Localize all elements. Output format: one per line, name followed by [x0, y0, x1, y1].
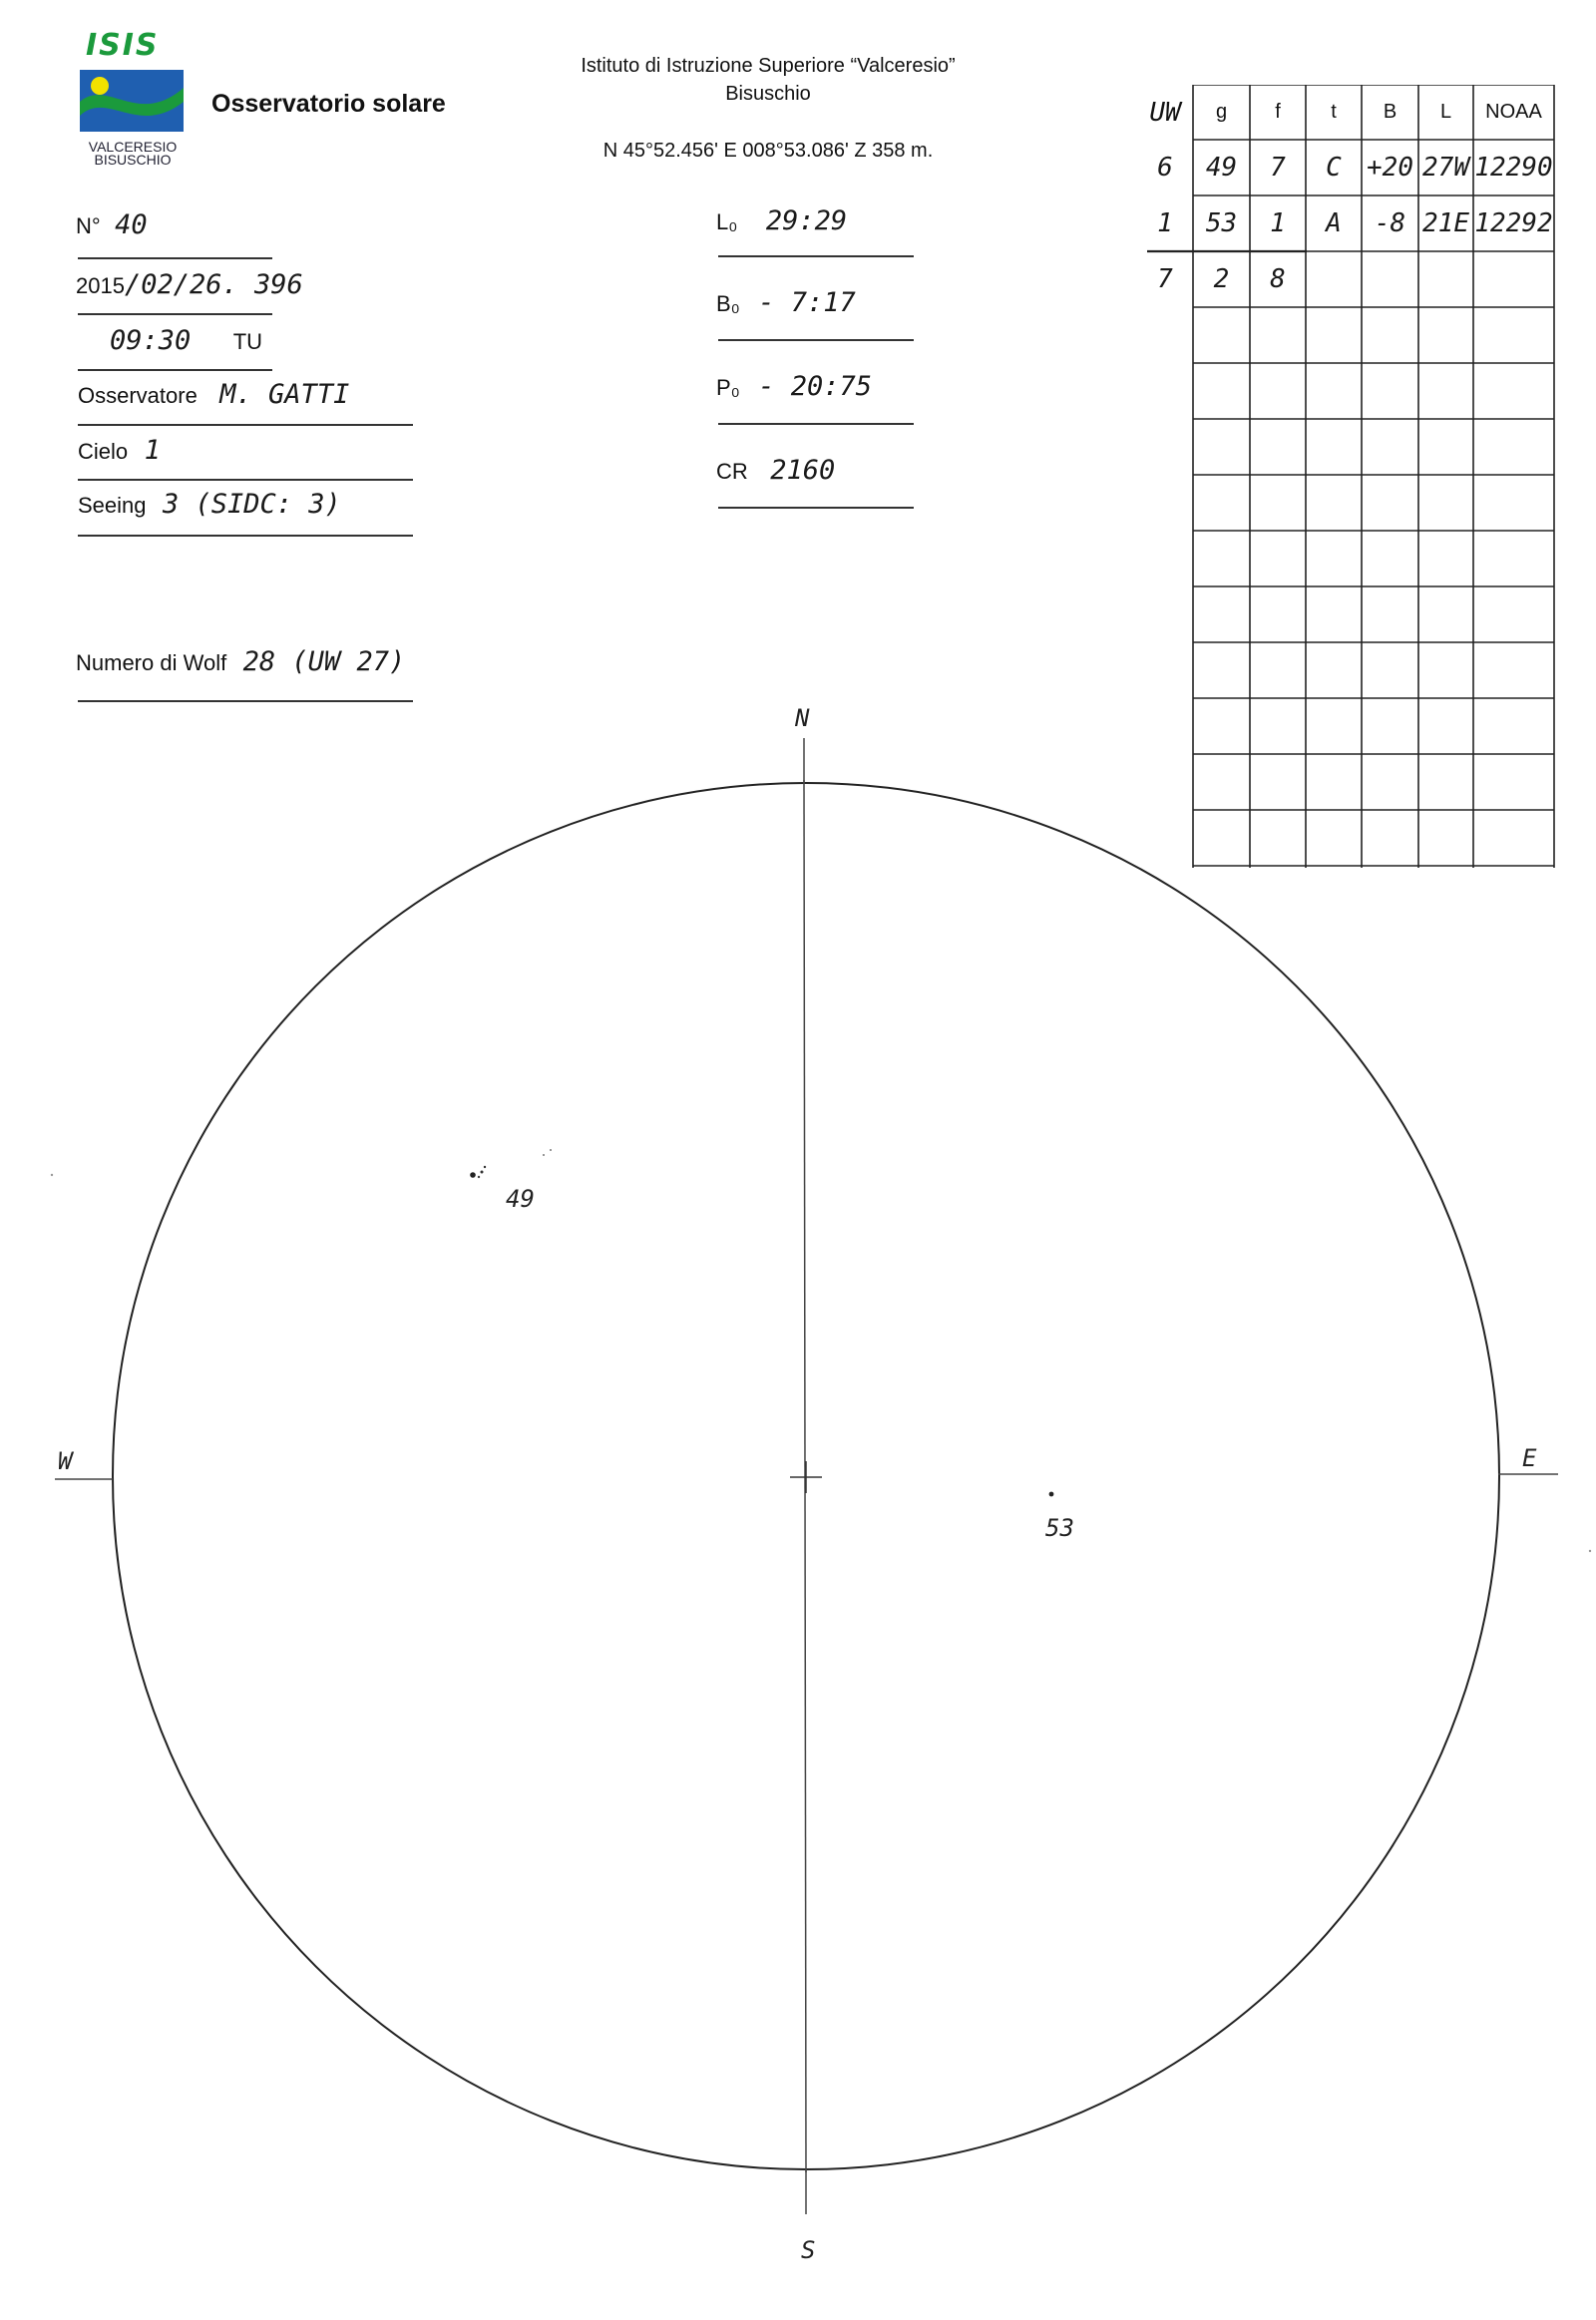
wolf-value: 28 (UW 27) [242, 646, 406, 677]
b0-label: B₀ [716, 291, 740, 316]
table-cell: +20 [1367, 153, 1413, 183]
table-cell: C [1326, 153, 1342, 183]
table-cell: 12290 [1474, 153, 1553, 183]
seeing-value: 3 (SIDC: 3) [162, 489, 341, 520]
date-field [76, 269, 335, 313]
institute-name: Istituto di Istruzione Superiore “Valceresio” [581, 55, 956, 77]
seeing-rule [78, 535, 413, 537]
table-header-b: B [1383, 101, 1397, 123]
p0-rule [718, 423, 914, 425]
table-cell: 1 [1157, 208, 1173, 238]
table-cell: 7 [1270, 153, 1286, 183]
table-cell: A [1326, 208, 1342, 238]
table-header-t: t [1331, 101, 1337, 123]
b0-field [716, 287, 936, 331]
table-cell: 27W [1422, 153, 1469, 183]
town-name: Bisuschio [725, 83, 811, 105]
scan-speck [51, 1174, 53, 1176]
north-label: N [795, 704, 810, 732]
solar-disk-drawing [0, 678, 1596, 2320]
observer-rule [78, 424, 413, 426]
group-label-49: 49 [506, 1185, 535, 1213]
time-rule [78, 369, 272, 371]
date-prefix: 2015 [76, 273, 125, 298]
b0-value: - 7:17 [758, 287, 856, 318]
table-total-cell: 8 [1270, 264, 1286, 294]
p0-field [716, 371, 936, 415]
logo-text: ISIS [86, 28, 160, 63]
logo-caption-1: VALCERESIO [88, 139, 178, 155]
logo [78, 28, 198, 173]
table-cell: -8 [1374, 208, 1406, 238]
number-value: 40 [115, 209, 148, 240]
seeing-label: Seeing [78, 493, 147, 518]
cr-value: 2160 [770, 455, 836, 486]
sky-value: 1 [144, 435, 161, 466]
time-field [110, 325, 329, 369]
table-header-f: f [1275, 101, 1281, 123]
wolf-label: Numero di Wolf [76, 650, 227, 675]
number-rule [78, 257, 272, 259]
table-cell: 6 [1157, 153, 1173, 183]
l0-value: 29:29 [765, 205, 848, 236]
table-cell: 1 [1270, 208, 1286, 238]
logo-caption-2: BISUSCHIO [94, 152, 172, 168]
scan-speck [1589, 1550, 1591, 1552]
table-cell: 53 [1205, 208, 1238, 238]
observer-label: Osservatore [78, 383, 198, 408]
table-header-l: L [1439, 101, 1452, 123]
table-header-uw: UW [1149, 97, 1181, 128]
number-field [76, 209, 275, 259]
observatory-coordinates: N 45°52.456' E 008°53.086' Z 358 m. [602, 140, 934, 162]
table-cell: 49 [1205, 153, 1238, 183]
south-label: S [801, 2236, 816, 2264]
table-total-cell: 7 [1157, 264, 1173, 294]
date-value: /02/26. 396 [124, 269, 303, 300]
observer-value: M. GATTI [219, 379, 350, 410]
time-unit: TU [232, 329, 263, 354]
sky-rule [78, 479, 413, 481]
l0-rule [718, 255, 914, 257]
seeing-field [78, 489, 417, 533]
east-label: E [1522, 1444, 1537, 1472]
sky-label: Cielo [78, 439, 129, 464]
table-header-g: g [1215, 101, 1228, 123]
table-total-cell: 2 [1213, 264, 1230, 294]
observer-field [78, 379, 417, 423]
table-header-noaa: NOAA [1485, 101, 1542, 123]
west-label: W [58, 1447, 73, 1475]
cr-field [716, 455, 936, 499]
cr-label: CR [716, 459, 748, 484]
group-label-53: 53 [1045, 1514, 1074, 1542]
sunspot-group-49 [470, 1149, 552, 1213]
b0-rule [718, 339, 914, 341]
p0-label: P₀ [716, 375, 740, 400]
sky-field [78, 435, 417, 479]
date-rule [78, 313, 272, 315]
sunspot-group-53 [1045, 1492, 1074, 1542]
l0-field [716, 205, 936, 249]
observatory-title: Osservatorio solare [211, 90, 446, 118]
table-cell: 12292 [1474, 208, 1553, 238]
table-cell: 21E [1422, 208, 1469, 238]
cr-rule [718, 507, 914, 509]
l0-label: L₀ [716, 209, 738, 234]
time-value: 09:30 [110, 325, 192, 356]
p0-value: - 20:75 [758, 371, 873, 402]
logo-emblem-icon [78, 68, 188, 138]
number-label: N° [76, 213, 101, 238]
